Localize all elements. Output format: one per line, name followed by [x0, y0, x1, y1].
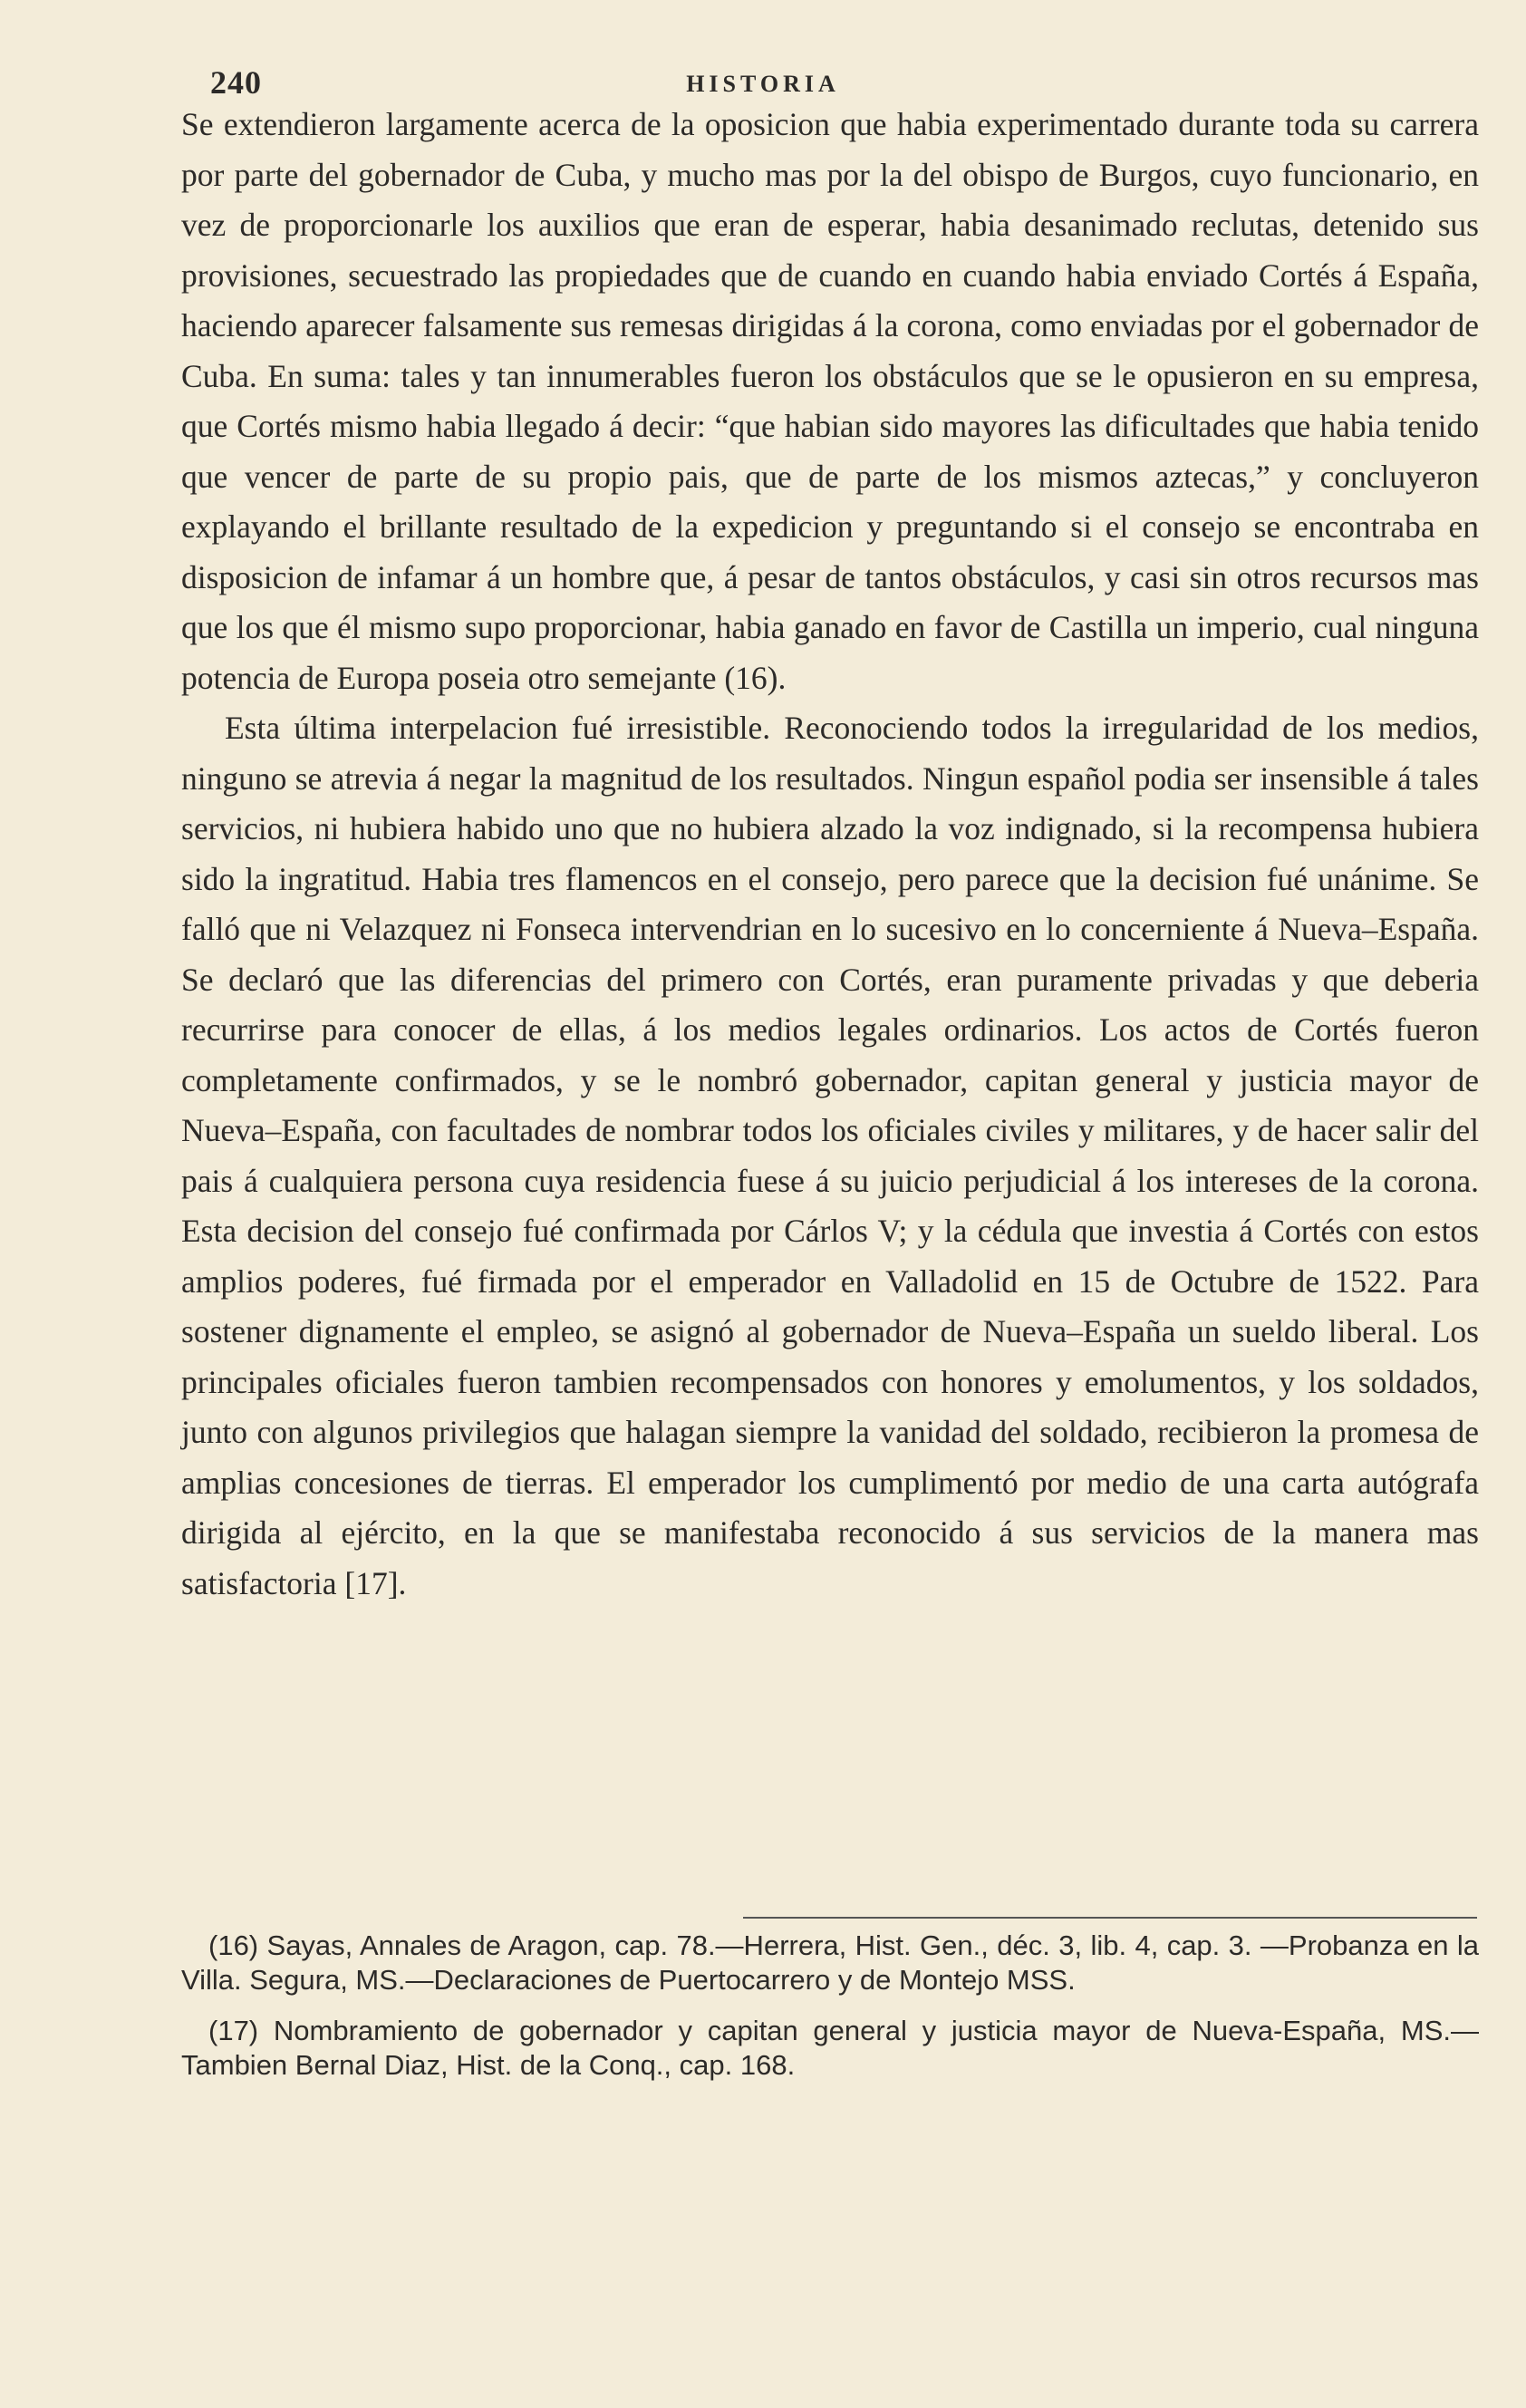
paragraph: Se extendieron largamente acerca de la oposicion que habia experimentado durante toda su carrera por parte del gobernador de Cuba, y mucho mas por la del obispo de Burgos, cuyo funcionario, en vez de proporcionarle los auxilios que eran de esperar, habia desanimado reclutas, detenido sus provisiones, secuestrado las propiedades que de cuando en cuando habia enviado Cortés á España, haciendo aparecer falsamente sus remesas dirigidas á la corona, como enviadas por el gobernador de Cuba. En suma: tales y tan innumerables fueron los obstáculos que se le opusieron en su empresa, que Cortés mismo habia llegado á decir: “que habian sido mayores las dificultades que habia tenido que vencer de parte de su propio pais, que de parte de los mismos aztecas,” y concluyeron explayando el brillante resultado de la expedicion y preguntando si el consejo se encontraba en disposicion de infamar á un hombre que, á pesar de tantos obstáculos, y casi sin otros recursos mas que los que él mismo supo proporcionar, habia ganado en favor de Castilla un imperio, cual ninguna potencia de Europa poseia otro semejante (16).: [181, 106, 1479, 696]
paragraph: Esta última interpelacion fué irresistible. Reconociendo todos la irregularidad de los medios, ninguno se atrevia á negar la magnitud de los resultados. Ningun español podia ser insensible á tales servicios, ni hubiera habido uno que no hubiera alzado la voz indignado, si la recompensa hubiera sido la ingratitud. Habia tres flamencos en el consejo, pero parece que la decision fué unánime. Se falló que ni Velazquez ni Fonseca intervendrian en lo sucesivo en lo concerniente á Nueva–España. Se declaró que las diferencias del primero con Cortés, eran puramente privadas y que deberia recurrirse para conocer de ellas, á los medios legales ordinarios. Los actos de Cortés fueron completamente confirmados, y se le nombró gobernador, capitan general y justicia mayor de Nueva–España, con facultades de nombrar todos los oficiales civiles y militares, y de hacer salir del pais á cualquiera persona cuya residencia fuese á su juicio perjudicial á los intereses de la corona. Esta decision del consejo fué confirmada por Cárlos V; y la cédula que investia á Cortés con estos amplios poderes, fué firmada por el emperador en Valladolid en 15 de Octubre de 1522. Para sostener dignamente el empleo, se asignó al gobernador de Nueva–España un sueldo liberal. Los principales oficiales fueron tambien recompensados con honores y emolumentos, y los soldados, junto con algunos privilegios que halagan siempre la vanidad del soldado, recibieron la promesa de amplias concesiones de tierras. El emperador los cumplimentó por medio de una carta autógrafa dirigida al ejército, en la que se manifestaba reconocido á sus servicios de la manera mas satisfactoria [17].: [181, 710, 1479, 1601]
running-title: HISTORIA: [686, 71, 840, 97]
footnotes: [181, 1929, 1479, 2099]
footnote: (16) Sayas, Annales de Aragon, cap. 78.—Herrera, Hist. Gen., déc. 3, lib. 4, cap. 3. —Probanza en la Villa. Segura, MS.—Declaraciones de Puertocarrero y de Montejo MSS.: [181, 1929, 1479, 1996]
footnote: (17) Nombramiento de gobernador y capitan general y justicia mayor de Nueva-España, MS.—Tambien Bernal Diaz, Hist. de la Conq., cap. 168.: [181, 2015, 1479, 2081]
main-text: [181, 100, 1479, 1609]
page-number: 240: [210, 64, 262, 101]
footnote-divider: [743, 1917, 1477, 1919]
page-header: [210, 63, 1316, 103]
